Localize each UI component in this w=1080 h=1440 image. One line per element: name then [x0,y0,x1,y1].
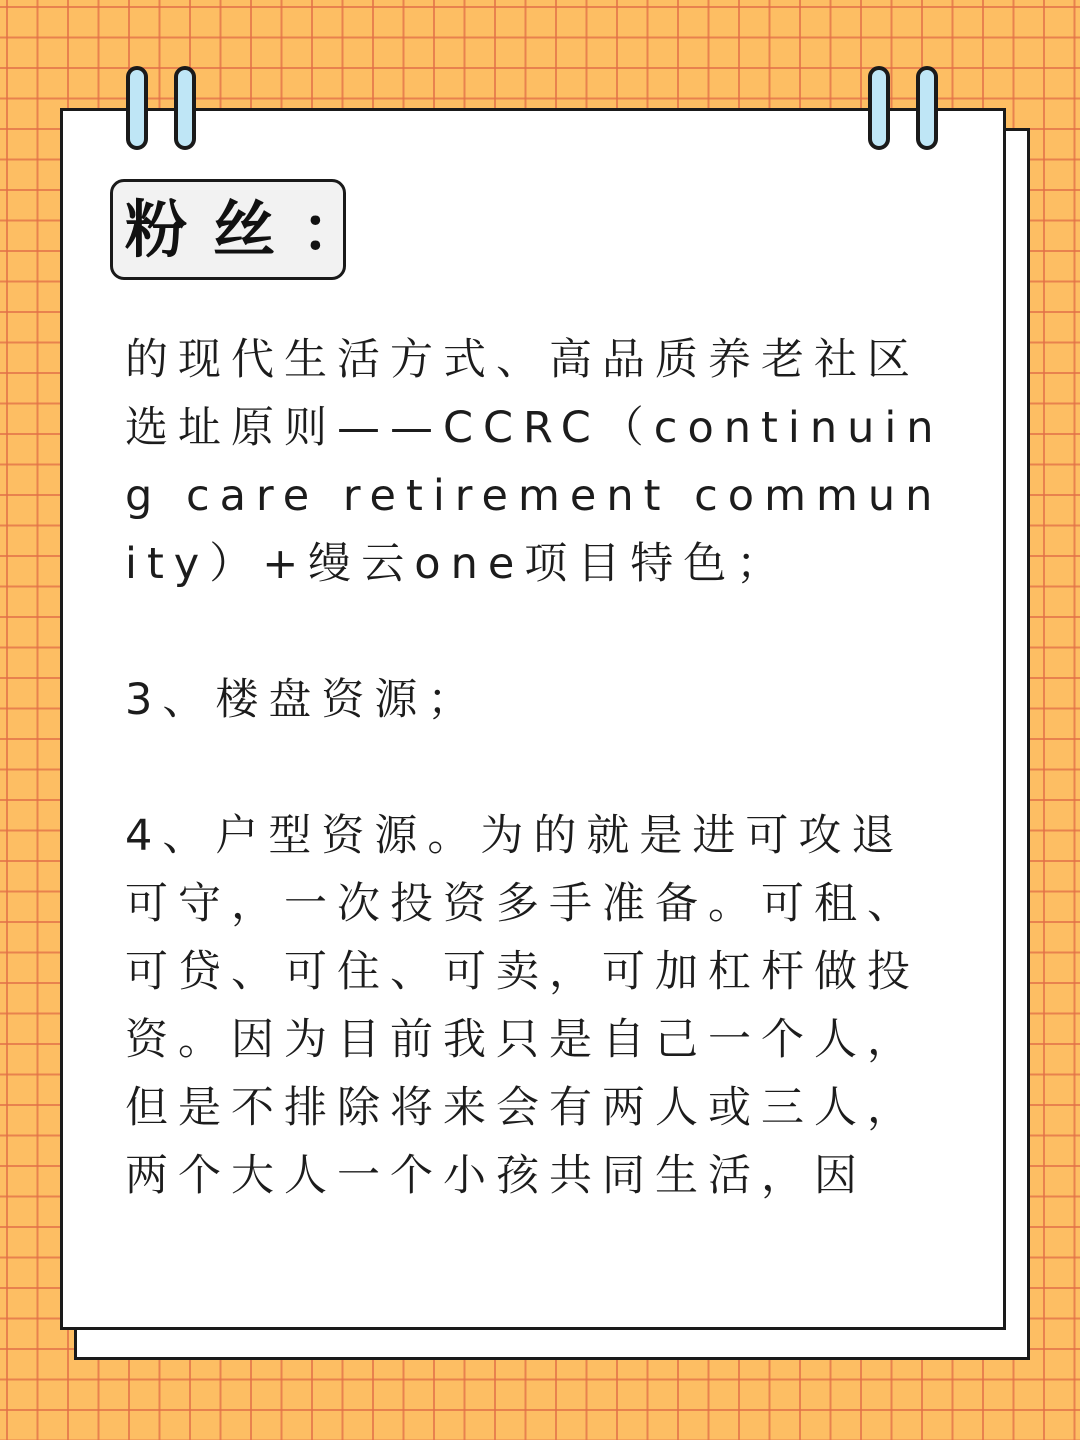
section-tag-label: 粉丝： [125,192,390,266]
note-body [125,326,955,1210]
paragraph: 的现代生活方式、高品质养老社区选址原则——CCRC（continuing care retirement community）+缦云one项目特色； [125,335,944,589]
binder-ring-icon [868,66,890,150]
binder-ring-icon [174,66,196,150]
section-tag [110,179,390,280]
paragraph: 3、楼盘资源； [125,675,481,725]
paragraph: 4、户型资源。为的就是进可攻退可守，一次投资多手准备。可租、可贷、可住、可卖，可加杠杆做投资。因为目前我只是自己一个人，但是不排除将来会有两人或三人，两个大人一个小孩共同生活，因 [125,811,920,1201]
binder-ring-icon [916,66,938,150]
binder-ring-icon [126,66,148,150]
